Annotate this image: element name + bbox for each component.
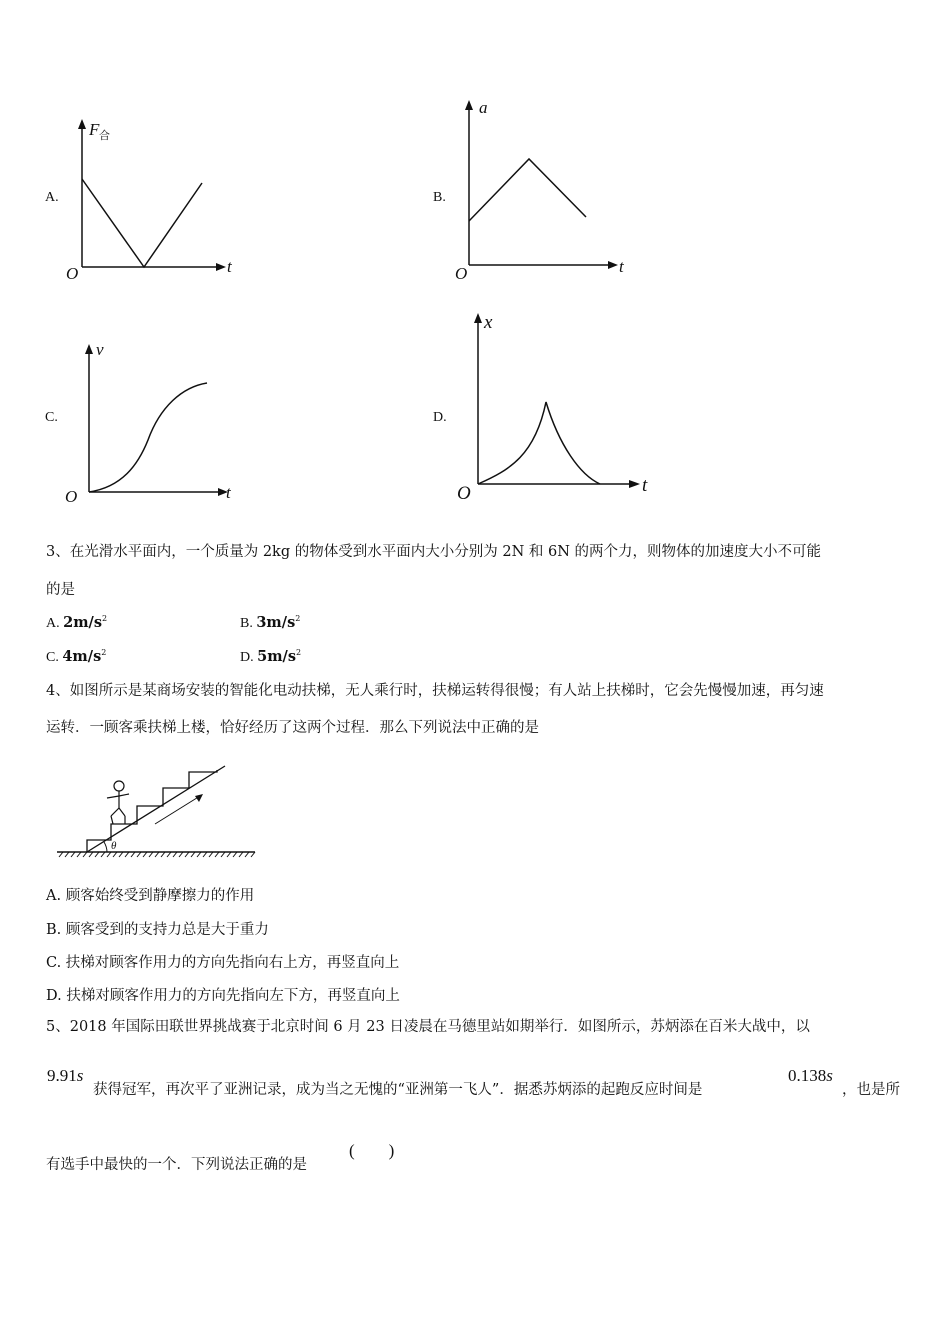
q3-text-line1: 3、在光滑水平面内，一个质量为 2kg 的物体受到水平面内大小分别为 2N 和 6N 的两个力，则物体的加速度大小不可能 [46, 544, 821, 560]
escalator-figure [55, 760, 265, 870]
q4-option-c: C. 扶梯对顾客作用力的方向先指向右上方，再竖直向上 [46, 955, 400, 971]
graph-a-label: A. [45, 190, 59, 205]
graph-c-curve [89, 383, 207, 492]
q5-text-line2: 获得冠军，再次平了亚洲记录，成为当之无愧的“亚洲第一飞人”．据悉苏炳添的起跑反应时间是 [93, 1082, 703, 1098]
q4-text-line1: 4、如图所示是某商场安装的智能化电动扶梯，无人乘行时，扶梯运转得很慢；有人站上扶梯时，它会先慢慢加速，再匀速 [46, 683, 824, 699]
q5-text-line1: 5、2018 年国际田联世界挑战赛于北京时间 6 月 23 日凌晨在马德里站如期举行．如图所示，苏炳添在百米大战中，以 [46, 1019, 810, 1035]
graph-b [450, 95, 650, 285]
q3-text-line2: 的是 [46, 582, 75, 598]
graph-b-ylabel: a [479, 98, 488, 117]
graph-d-origin: O [457, 483, 471, 504]
q4-option-d: D. 扶梯对顾客作用力的方向先指向左下方，再竖直向上 [46, 988, 400, 1004]
q5-time-reaction: 0.138s [788, 1066, 833, 1085]
graph-c-origin: O [65, 487, 78, 506]
graph-d-ylabel: x [484, 312, 493, 333]
graph-d-xlabel: t [642, 475, 648, 496]
q3-option-b: B. $3m/s^2$ [240, 614, 301, 631]
q3-option-d: D. $5m/s^2$ [240, 648, 302, 665]
graph-d-label: D. [433, 410, 447, 425]
q4-text-line2: 运转．一顾客乘扶梯上楼，恰好经历了这两个过程．那么下列说法中正确的是 [46, 720, 539, 736]
q5-answer-paren: ( ) [349, 1141, 395, 1160]
q5-text-line3: 有选手中最快的一个．下列说法正确的是 [46, 1157, 307, 1173]
graph-b-origin: O [455, 264, 468, 283]
graph-c-ylabel: v [96, 340, 104, 359]
graph-a-xlabel: t [227, 257, 232, 276]
person-icon [107, 781, 129, 824]
q4-option-a: A. 顾客始终受到静摩擦力的作用 [46, 888, 255, 904]
graph-a-origin: O [66, 264, 79, 283]
graph-d [455, 305, 665, 505]
graph-a [60, 115, 260, 285]
q5-text-line2-end: ，也是所 [842, 1082, 900, 1098]
graph-c-xlabel: t [226, 483, 231, 502]
graph-b-curve [469, 159, 586, 221]
q3-option-a: A. $2m/s^2$ [46, 614, 108, 631]
graph-c-label: C. [45, 410, 58, 425]
graph-a-ylabel: F [89, 120, 100, 139]
graph-b-xlabel: t [619, 257, 624, 276]
q5-time-winning: 9.91s [47, 1066, 84, 1085]
graph-a-ylabel-sub: 合 [99, 130, 110, 142]
q4-option-b: B. 顾客受到的支持力总是大于重力 [46, 922, 269, 938]
q3-option-c: C. $4m/s^2$ [46, 648, 107, 665]
graph-d-curve [478, 402, 600, 484]
graph-b-label: B. [433, 190, 446, 205]
graph-a-curve [82, 179, 202, 267]
escalator-angle-label: θ [111, 840, 117, 852]
graph-c [60, 335, 260, 505]
